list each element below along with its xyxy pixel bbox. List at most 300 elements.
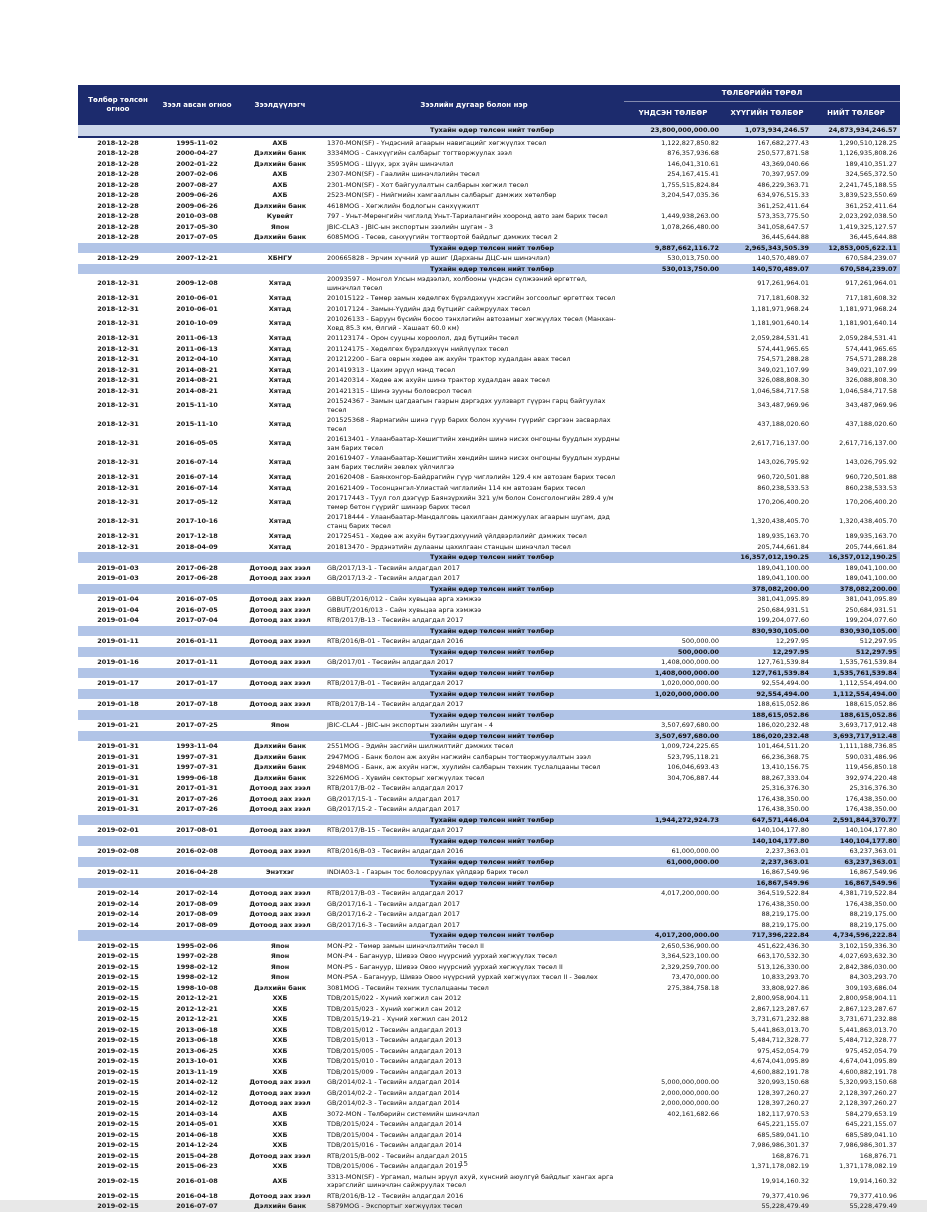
loan-date-cell: 2016-07-14: [176, 473, 218, 481]
lender-cell: Япон: [270, 941, 290, 950]
loan-name-cell: GB/2017/15-2 - Төсвийн алдагдал 2017: [327, 805, 461, 813]
loan-name-cell: 5879MOG - Экспортыг хөгжүүлэх төсөл: [327, 1202, 463, 1210]
lender-cell: Хятад: [268, 319, 292, 328]
header-total: НИЙТ ТӨЛБӨР: [812, 102, 900, 126]
loan-name-cell: 201619407 - Улаанбаатар-Хөшигтийн хөндийн шинэ нисэх онгоцны буудлын хурдны зам барих төслийн зөвлөх үйлчилгээ: [327, 454, 620, 471]
loan-name-cell: GBBUT/2016/013 - Сайн хувьцаа арга хэмжээ: [327, 605, 482, 614]
total-cell: 189,041,100.00: [845, 563, 898, 572]
principal-cell: 2,650,536,900.00: [661, 941, 719, 950]
interest-cell: 573,353,775.50: [757, 212, 809, 220]
total-cell: 381,041,095.89: [845, 595, 898, 603]
loan-name-cell: 201124175 - Хөдөлгөх бүрэлдэхүүн нийлүүлэх төсөл: [327, 344, 509, 353]
daily-total-row: [78, 815, 900, 826]
daily-total-label: Тухайн өдөр төлсөн нийт төлбөр: [78, 710, 624, 721]
principal-cell: [624, 1025, 722, 1036]
daily-total-row: [78, 264, 900, 275]
lender-cell: Дэлхийн банк: [253, 201, 307, 210]
lender-cell: Хятад: [268, 498, 292, 507]
payment-date-cell: 2019-02-15: [97, 1109, 139, 1118]
principal-cell: [624, 1119, 722, 1130]
payment-date-cell: 2019-02-14: [97, 910, 139, 918]
loan-date-cell: 2017-08-09: [176, 899, 218, 908]
interest-cell: 7,986,986,301.37: [751, 1141, 809, 1149]
loan-name-cell: RTB/2016/B-03 - Төсвийн алдагдал 2016: [327, 847, 464, 855]
principal-total-cell: [624, 878, 722, 889]
principal-cell: [624, 783, 722, 794]
total-cell: 5,484,712,328.77: [839, 1036, 898, 1044]
principal-cell: [624, 201, 722, 212]
loan-name-cell: JBIC-CLA4 - JBIC-ын экспортын зээлийн шугам - 4: [327, 721, 494, 729]
interest-cell: 13,410,156.75: [761, 763, 809, 771]
payment-date-cell: 2018-12-31: [97, 542, 139, 551]
interest-cell: 4,600,882,191.78: [751, 1067, 809, 1076]
loan-date-cell: 2018-04-09: [176, 542, 218, 551]
table-row: [78, 1098, 900, 1109]
lender-cell: ХХБ: [272, 1046, 288, 1055]
payment-date-cell: 2019-02-14: [97, 889, 139, 897]
interest-cell: 182,117,970.53: [757, 1109, 809, 1118]
loan-name-cell: 2947MOG - Банк болон аж ахуйн нэгжийн салбарын тогтворжуулалтын зээл: [327, 752, 591, 761]
interest-cell: 186,020,232.48: [757, 721, 809, 729]
loan-name-cell: GBBUT/2016/012 - Сайн хувьцаа арга хэмжээ: [327, 595, 482, 603]
interest-cell: 66,236,368.75: [761, 752, 809, 761]
loan-date-cell: 2017-07-25: [176, 721, 218, 729]
lender-cell: Хятад: [268, 420, 292, 429]
table-row: [78, 1014, 900, 1025]
loan-name-cell: MON-P5A - Багануур, Шивээ Овоо нүүрсний уурхай хөгжүүлэх төсөл II - Зөвлөх: [327, 973, 598, 981]
loan-date-cell: 2017-01-17: [176, 679, 218, 687]
payment-date-cell: 2018-12-28: [97, 233, 139, 241]
interest-cell: 12,297.95: [775, 637, 809, 645]
total-cell: 3,839,523,550.69: [839, 191, 898, 199]
principal-cell: 304,706,887.44: [667, 773, 719, 782]
loan-date-cell: 2015-11-10: [176, 401, 218, 410]
principal-cell: [624, 531, 722, 542]
total-cell: 1,046,584,717.58: [839, 386, 898, 395]
lender-cell: Дотоод зах зээл: [249, 574, 311, 582]
table-row: [78, 434, 900, 453]
principal-cell: [624, 375, 722, 386]
lender-cell: Дотоод зах зээл: [249, 1151, 311, 1160]
total-cell: 3,731,671,232.88: [839, 1015, 898, 1023]
lender-cell: ХХБ: [272, 1004, 288, 1013]
interest-cell: 1,046,584,717.58: [751, 386, 809, 395]
daily-total-label: Тухайн өдөр төлсөн нийт төлбөр: [78, 815, 624, 826]
principal-total-cell: 530,013,750.00: [624, 264, 722, 275]
principal-cell: [624, 909, 722, 920]
daily-total-label: Тухайн өдөр төлсөн нийт төлбөр: [78, 243, 624, 254]
interest-cell: 189,935,163.70: [757, 532, 809, 540]
principal-total-cell: 23,800,000,000.00: [624, 125, 722, 137]
loan-payments-table: [78, 85, 900, 1212]
grand-total-cell: 24,873,934,246.57: [812, 125, 900, 137]
lender-cell: Дотоод зах зээл: [249, 700, 311, 708]
principal-cell: [624, 1130, 722, 1141]
payment-date-cell: 2018-12-31: [97, 355, 139, 363]
loan-date-cell: 2017-01-31: [176, 784, 218, 792]
interest-total-cell: 140,104,177.80: [722, 836, 812, 847]
interest-total-cell: 378,082,200.00: [722, 584, 812, 595]
table-row: [78, 720, 900, 731]
principal-cell: 275,384,758.18: [667, 983, 719, 992]
principal-cell: 2,329,259,700.00: [661, 962, 719, 971]
payment-date-cell: 2019-02-15: [97, 1141, 139, 1149]
principal-cell: 1,755,515,824.84: [661, 180, 719, 189]
total-cell: 349,021,107.99: [845, 365, 898, 374]
interest-cell: 33,808,927.86: [761, 983, 809, 992]
principal-cell: [624, 605, 722, 616]
interest-cell: 1,320,438,405.70: [751, 517, 809, 526]
principal-cell: [624, 293, 722, 304]
lender-cell: ХБНГУ: [267, 254, 293, 262]
principal-cell: [624, 1201, 722, 1212]
payment-date-cell: 2019-02-01: [97, 826, 139, 834]
principal-cell: [624, 615, 722, 626]
daily-total-row: [78, 668, 900, 679]
loan-name-cell: MON-P2 - Төмөр замын шинэчлэлтийн төсөл II: [327, 941, 484, 950]
daily-total-label: Тухайн өдөр төлсөн нийт төлбөр: [78, 125, 624, 137]
table-row: [78, 752, 900, 763]
table-row: [78, 972, 900, 983]
interest-cell: 25,316,376.30: [761, 784, 809, 792]
total-cell: 5,320,993,150.68: [839, 1078, 898, 1086]
table-row: [78, 573, 900, 584]
payment-date-cell: 2019-01-17: [97, 679, 139, 687]
total-cell: 3,102,159,336.30: [839, 941, 898, 950]
principal-cell: [624, 1067, 722, 1078]
principal-cell: 1,449,938,263.00: [661, 212, 719, 220]
total-cell: 55,228,479.49: [849, 1202, 898, 1210]
loan-name-cell: GB/2017/15-1 - Төсвийн алдагдал 2017: [327, 794, 461, 803]
payment-date-cell: 2019-02-15: [97, 1120, 139, 1128]
loan-name-cell: TDB/2015/19-21 - Хүний хөгжил сан 2012: [327, 1015, 468, 1023]
principal-cell: 876,357,936.68: [667, 149, 719, 157]
lender-cell: ХХБ: [272, 1025, 288, 1034]
loan-date-cell: 2016-01-08: [176, 1176, 218, 1185]
principal-cell: [624, 825, 722, 836]
total-cell: 140,104,177.80: [845, 826, 898, 834]
lender-cell: Хятад: [268, 483, 292, 492]
loan-name-cell: TDB/2015/023 - Хүний хөгжил сан 2012: [327, 1004, 462, 1013]
principal-cell: [624, 304, 722, 315]
payment-date-cell: 2019-02-08: [97, 847, 139, 855]
table-row: [78, 1004, 900, 1015]
table-row: [78, 483, 900, 494]
total-cell: 917,261,964.01: [845, 279, 898, 288]
interest-cell: 250,577,871.58: [757, 149, 809, 157]
daily-total-label: Тухайн өдөр төлсөн нийт төлбөр: [78, 584, 624, 595]
table-row: [78, 531, 900, 542]
interest-cell: 717,181,608.32: [757, 294, 809, 302]
total-cell: 79,377,410.96: [849, 1191, 898, 1200]
interest-cell: 36,445,644.88: [761, 233, 809, 241]
table-row: [78, 657, 900, 668]
interest-cell: 2,237,363.01: [765, 847, 809, 855]
payment-date-cell: 2019-02-15: [97, 1057, 139, 1065]
interest-cell: 1,181,971,968.24: [751, 304, 809, 313]
loan-name-cell: MON-P4 - Багануур, Шивээ Овоо нүүрсний уурхай хөгжүүлэх төсөл: [327, 952, 557, 960]
loan-date-cell: 2013-11-19: [176, 1067, 218, 1076]
table-row: [78, 794, 900, 805]
payment-date-cell: 2019-01-03: [97, 574, 139, 582]
total-cell: 63,237,363.01: [849, 847, 898, 855]
loan-date-cell: 2007-02-06: [176, 170, 218, 178]
payment-date-cell: 2019-01-16: [97, 658, 139, 666]
interest-cell: 189,041,100.00: [757, 574, 809, 582]
payment-date-cell: 2018-12-31: [97, 420, 139, 429]
interest-total-cell: 188,615,052.86: [722, 710, 812, 721]
loan-date-cell: 2016-07-14: [176, 458, 218, 467]
interest-cell: 70,397,957.09: [761, 170, 809, 178]
grand-total-cell: 512,297.95: [812, 647, 900, 658]
interest-cell: 663,170,532.30: [757, 952, 809, 960]
loan-date-cell: 2017-06-28: [176, 574, 218, 582]
interest-cell: 176,438,350.00: [757, 805, 809, 813]
daily-total-label: Тухайн өдөр төлсөн нийт төлбөр: [78, 626, 624, 637]
loan-name-cell: TDB/2015/006 - Төсвийн алдагдал 2015: [327, 1162, 462, 1170]
principal-cell: [624, 594, 722, 605]
principal-cell: 73,470,000.00: [671, 973, 719, 981]
table-row: [78, 159, 900, 170]
table-row: [78, 1056, 900, 1067]
table-row: [78, 232, 900, 243]
lender-cell: Дэлхийн банк: [253, 773, 307, 782]
lender-cell: Дэлхийн банк: [253, 149, 307, 157]
loan-name-cell: 797 - Уньт-Мөрөнгийн чиглэлд Уньт-Тариалангийн хооронд авто зам барих төсөл: [327, 212, 608, 220]
table-row: [78, 222, 900, 233]
principal-cell: [624, 1172, 722, 1191]
interest-cell: 128,397,260.27: [757, 1088, 809, 1097]
total-cell: 16,867,549.96: [849, 868, 898, 876]
table-row: [78, 899, 900, 910]
loan-name-cell: 201725451 - Хөдөө аж ахуйн бүтээгдэхүүний үйлдвэрлэлийг дэмжих төсөл: [327, 532, 587, 540]
table-row: [78, 1025, 900, 1036]
lender-cell: Дотоод зах зээл: [249, 784, 311, 792]
table-row: [78, 314, 900, 333]
table-row: [78, 699, 900, 710]
daily-total-row: [78, 689, 900, 700]
loan-name-cell: 3313-MON(SF) - Ургамал, малын эрүүл ахуй, хүнсний аюулгүй байдлыг хангах арга хэрэгслийг шинэчлэн сайжруулах төсөл: [327, 1172, 614, 1189]
lender-cell: Хятад: [268, 386, 292, 395]
principal-cell: [624, 699, 722, 710]
lender-cell: АХБ: [272, 1176, 288, 1185]
lender-cell: Хятад: [268, 355, 292, 363]
interest-cell: 513,126,330.00: [757, 962, 809, 971]
total-cell: 1,419,325,127.57: [839, 222, 898, 231]
table-row: [78, 1130, 900, 1141]
payment-date-cell: 2019-01-11: [97, 637, 139, 645]
payment-date-cell: 2018-12-31: [97, 458, 139, 467]
payment-date-cell: 2018-12-29: [97, 254, 139, 262]
payment-date-cell: 2019-01-04: [97, 616, 139, 624]
daily-total-row: [78, 878, 900, 889]
total-cell: 1,112,554,494.00: [839, 679, 898, 687]
loan-name-cell: TDB/2015/016 - Төсвийн алдагдал 2014: [327, 1141, 462, 1149]
payment-date-cell: 2019-01-04: [97, 595, 139, 603]
principal-cell: [624, 1035, 722, 1046]
payment-date-cell: 2018-12-31: [97, 365, 139, 374]
loan-name-cell: 4618MOG - Хөгжлийн бодлогын санхүүжилт: [327, 201, 480, 210]
principal-total-cell: 4,017,200,000.00: [624, 930, 722, 941]
principal-cell: 106,046,693.43: [667, 763, 719, 771]
payment-date-cell: 2019-02-15: [97, 973, 139, 981]
principal-cell: 1,020,000,000.00: [661, 679, 719, 687]
table-row: [78, 344, 900, 355]
total-cell: 512,297.95: [859, 637, 898, 645]
lender-cell: Дотоод зах зээл: [249, 920, 311, 929]
lender-cell: Дотоод зах зээл: [249, 605, 311, 614]
principal-cell: [624, 396, 722, 415]
loan-name-cell: 201524367 - Замын цагдаагын газрын дэргэдэх уулзварт гүүрэн гарц байгуулах төсөл: [327, 397, 606, 414]
lender-cell: Япон: [270, 973, 290, 981]
total-cell: 1,181,971,968.24: [839, 304, 898, 313]
loan-name-cell: GB/2014/02-2 - Төсвийн алдагдал 2014: [327, 1088, 461, 1097]
interest-cell: 349,021,107.99: [757, 365, 809, 374]
table-row: [78, 1109, 900, 1120]
table-row: [78, 888, 900, 899]
total-cell: 1,181,901,640.14: [839, 319, 898, 328]
total-cell: 1,126,935,808.26: [839, 149, 898, 157]
payment-date-cell: 2018-12-31: [97, 401, 139, 410]
loan-date-cell: 2009-12-08: [176, 279, 218, 288]
table-row: [78, 304, 900, 315]
loan-date-cell: 2013-06-18: [176, 1025, 218, 1034]
lender-cell: Дотоод зах зээл: [249, 826, 311, 834]
loan-name-cell: 201419313 - Цахим эрүүл мэнд төсөл: [327, 365, 456, 374]
loan-name-cell: 1370-MON(SF) - Үндэсний агаарын навигацийг хөгжүүлэх төсөл: [327, 138, 547, 147]
loan-name-cell: GB/2017/13-1 - Төсвийн алдагдал 2017: [327, 563, 461, 572]
table-row: [78, 1077, 900, 1088]
payment-date-cell: 2018-12-31: [97, 319, 139, 328]
table-row: [78, 605, 900, 616]
table-row: [78, 951, 900, 962]
lender-cell: Дотоод зах зээл: [249, 805, 311, 813]
loan-name-cell: 201717443 - Туул гол дээгүүр Баянзүрхийн 321 у/м болон Сонсголонгийн 289.4 у/м төмөр бетон гүүрийг шинээр барих төсөл: [327, 494, 614, 511]
interest-cell: 2,800,958,904.11: [751, 994, 809, 1002]
table-row: [78, 773, 900, 784]
loan-date-cell: 2017-07-04: [176, 616, 218, 624]
table-row: [78, 472, 900, 483]
lender-cell: Хятад: [268, 401, 292, 410]
loan-date-cell: 2017-12-18: [176, 532, 218, 540]
lender-cell: Дэлхийн банк: [253, 1202, 307, 1210]
daily-total-label: Тухайн өдөр төлсөн нийт төлбөр: [78, 836, 624, 847]
lender-cell: Дотоод зах зээл: [249, 1078, 311, 1086]
principal-cell: [624, 415, 722, 434]
table-row: [78, 375, 900, 386]
interest-cell: 2,867,123,287.67: [751, 1004, 809, 1013]
loan-name-cell: GB/2017/16-1 - Төсвийн алдагдал 2017: [327, 899, 461, 908]
total-cell: 1,111,188,736.85: [839, 742, 898, 750]
table-header: [78, 85, 900, 125]
loan-date-cell: 2017-08-09: [176, 920, 218, 929]
payment-date-cell: 2019-02-15: [97, 1162, 139, 1170]
payment-date-cell: 2019-01-31: [97, 773, 139, 782]
interest-cell: 188,615,052.86: [757, 700, 809, 708]
payment-date-cell: 2018-12-31: [97, 532, 139, 540]
total-cell: 960,720,501.88: [845, 473, 898, 481]
loan-name-cell: 3595MOG - Шүүх, эрх зүйн шинэчлэл: [327, 159, 454, 168]
principal-cell: 402,161,682.66: [667, 1109, 719, 1118]
loan-date-cell: 2013-06-25: [176, 1046, 218, 1055]
lender-cell: Дэлхийн банк: [253, 983, 307, 992]
interest-cell: 437,188,020.60: [757, 420, 809, 429]
principal-cell: 1,408,000,000.00: [661, 658, 719, 666]
lender-cell: ХХБ: [272, 1130, 288, 1139]
loan-date-cell: 2010-03-08: [176, 212, 218, 220]
table-row: [78, 493, 900, 512]
loan-name-cell: RTB/2017/B-03 - Төсвийн алдагдал 2017: [327, 889, 464, 897]
interest-cell: 1,371,178,082.19: [751, 1162, 809, 1170]
principal-cell: [624, 314, 722, 333]
interest-cell: 320,993,150.68: [757, 1078, 809, 1086]
grand-total-cell: 16,357,012,190.25: [812, 552, 900, 563]
interest-total-cell: 1,073,934,246.57: [722, 125, 812, 137]
principal-cell: [624, 232, 722, 243]
loan-date-cell: 2015-11-10: [176, 420, 218, 429]
interest-cell: 43,369,040.66: [761, 159, 809, 168]
loan-date-cell: 2007-08-27: [176, 180, 218, 189]
payment-date-cell: 2019-01-31: [97, 752, 139, 761]
lender-cell: Дэлхийн банк: [253, 752, 307, 761]
payment-date-cell: 2019-01-04: [97, 605, 139, 614]
grand-total-cell: 188,615,052.86: [812, 710, 900, 721]
payment-date-cell: 2019-02-14: [97, 899, 139, 908]
loan-name-cell: 201525368 - Яармагийн шинэ гүүр барих болон хуучин гүүрийг сэргээн засварлах төсөл: [327, 416, 611, 433]
interest-cell: 381,041,095.89: [757, 595, 809, 603]
lender-cell: ХХБ: [272, 1067, 288, 1076]
total-cell: 309,193,686.04: [845, 983, 898, 992]
principal-total-cell: [624, 710, 722, 721]
payment-date-cell: 2019-01-31: [97, 784, 139, 792]
principal-cell: [624, 1014, 722, 1025]
principal-cell: [624, 483, 722, 494]
loan-date-cell: 2010-06-01: [176, 304, 218, 313]
loan-date-cell: 1993-11-04: [176, 742, 218, 750]
principal-cell: 3,204,547,035.36: [661, 191, 719, 199]
lender-cell: ХХБ: [272, 1036, 288, 1044]
total-cell: 88,219,175.00: [849, 920, 898, 929]
loan-date-cell: 2014-03-14: [176, 1109, 218, 1118]
lender-cell: ХХБ: [272, 1162, 288, 1170]
lender-cell: Дотоод зах зээл: [249, 658, 311, 666]
interest-cell: 101,464,511.20: [757, 742, 809, 750]
loan-date-cell: 2000-04-27: [176, 149, 218, 157]
interest-cell: 5,484,712,328.77: [751, 1036, 809, 1044]
loan-date-cell: 2017-07-26: [176, 805, 218, 813]
loan-date-cell: 2016-04-28: [176, 868, 218, 876]
lender-cell: Хятад: [268, 304, 292, 313]
principal-cell: [624, 542, 722, 553]
interest-total-cell: 16,357,012,190.25: [722, 552, 812, 563]
table-row: [78, 741, 900, 752]
table-row: [78, 386, 900, 397]
lender-cell: Дотоод зах зээл: [249, 899, 311, 908]
daily-total-row: [78, 857, 900, 868]
table-row: [78, 137, 900, 149]
principal-total-cell: 1,944,272,924.73: [624, 815, 722, 826]
loan-name-cell: 3081MOG - Төсвийн техник туслалцааны төсөл: [327, 983, 489, 992]
payment-date-cell: 2019-02-15: [97, 1078, 139, 1086]
loan-date-cell: 2012-12-21: [176, 1004, 218, 1013]
payment-date-cell: 2018-12-28: [97, 212, 139, 220]
lender-cell: Хятад: [268, 376, 292, 384]
total-cell: 1,320,438,405.70: [839, 517, 898, 526]
table-row: [78, 190, 900, 201]
table-row: [78, 1088, 900, 1099]
table-row: [78, 636, 900, 647]
principal-cell: 1,078,266,480.00: [661, 222, 719, 231]
